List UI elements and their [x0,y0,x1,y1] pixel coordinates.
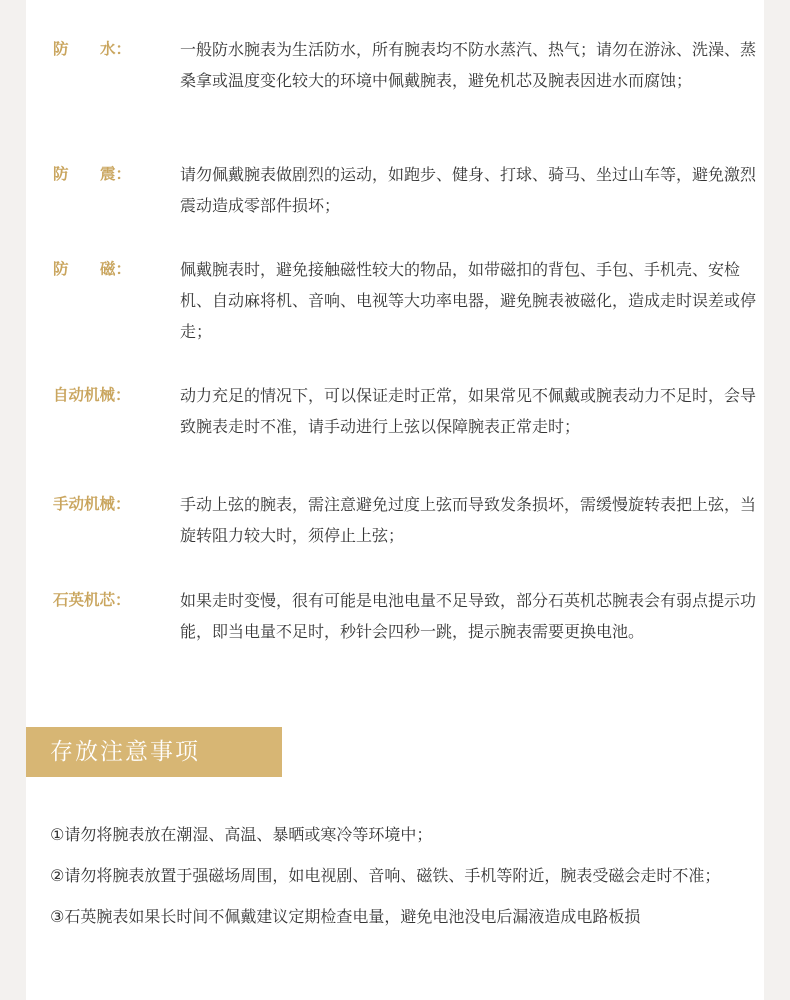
storage-section-banner [26,727,282,777]
care-desc-shockproof: 请勿佩戴腕表做剧烈的运动，如跑步、健身、打球、骑马、坐过山车等，避免激烈震动造成零部件损坏； [180,165,757,215]
care-label-antimagnetic [53,254,131,285]
care-desc-quartz: 如果走时变慢，很有可能是电池电量不足导致，部分石英机芯腕表会有弱点提示功能，即当电量不足时，秒针会四秒一跳，提示腕表需要更换电池。 [180,591,757,641]
care-label-part: 防 [53,260,69,278]
storage-section-title: 存放注意事项 [50,739,200,765]
care-label-shockproof [53,159,131,190]
storage-notes [50,814,750,937]
care-label-waterproof [53,34,131,65]
care-desc-antimagnetic: 佩戴腕表时，避免接触磁性较大的物品，如带磁扣的背包、手包、手机壳、安检机、自动麻将机、音响、电视等大功率电器，避免腕表被磁化，造成走时误差或停走； [180,260,757,341]
care-label-part: 防 [53,40,69,58]
care-label-quartz: 石英机芯： [53,591,131,609]
storage-note: ③石英腕表如果长时间不佩戴建议定期检查电量，避免电池没电后漏液造成电路板损 [50,907,641,926]
storage-note: ②请勿将腕表放置于强磁场周围，如电视剧、音响、磁铁、手机等附近，腕表受磁会走时不准； [50,866,721,885]
care-label-part: 防 [53,165,69,183]
care-label-manual: 手动机械： [53,495,131,513]
care-desc-automatic: 动力充足的情况下，可以保证走时正常，如果常见不佩戴或腕表动力不足时，会导致腕表走时不准，请手动进行上弦以保障腕表正常走时； [180,386,757,436]
care-label-part: 水： [99,40,131,58]
care-desc-waterproof: 一般防水腕表为生活防水，所有腕表均不防水蒸汽、热气；请勿在游泳、洗澡、蒸桑拿或温度变化较大的环境中佩戴腕表，避免机芯及腕表因进水而腐蚀； [180,40,757,90]
storage-note: ①请勿将腕表放在潮湿、高温、暴晒或寒冷等环境中； [50,825,433,844]
care-label-part: 磁： [99,260,131,278]
care-desc-manual: 手动上弦的腕表，需注意避免过度上弦而导致发条损坏，需缓慢旋转表把上弦，当旋转阻力较大时，须停止上弦； [180,495,757,545]
care-label-part: 震： [99,165,131,183]
care-label-automatic: 自动机械： [53,386,131,404]
